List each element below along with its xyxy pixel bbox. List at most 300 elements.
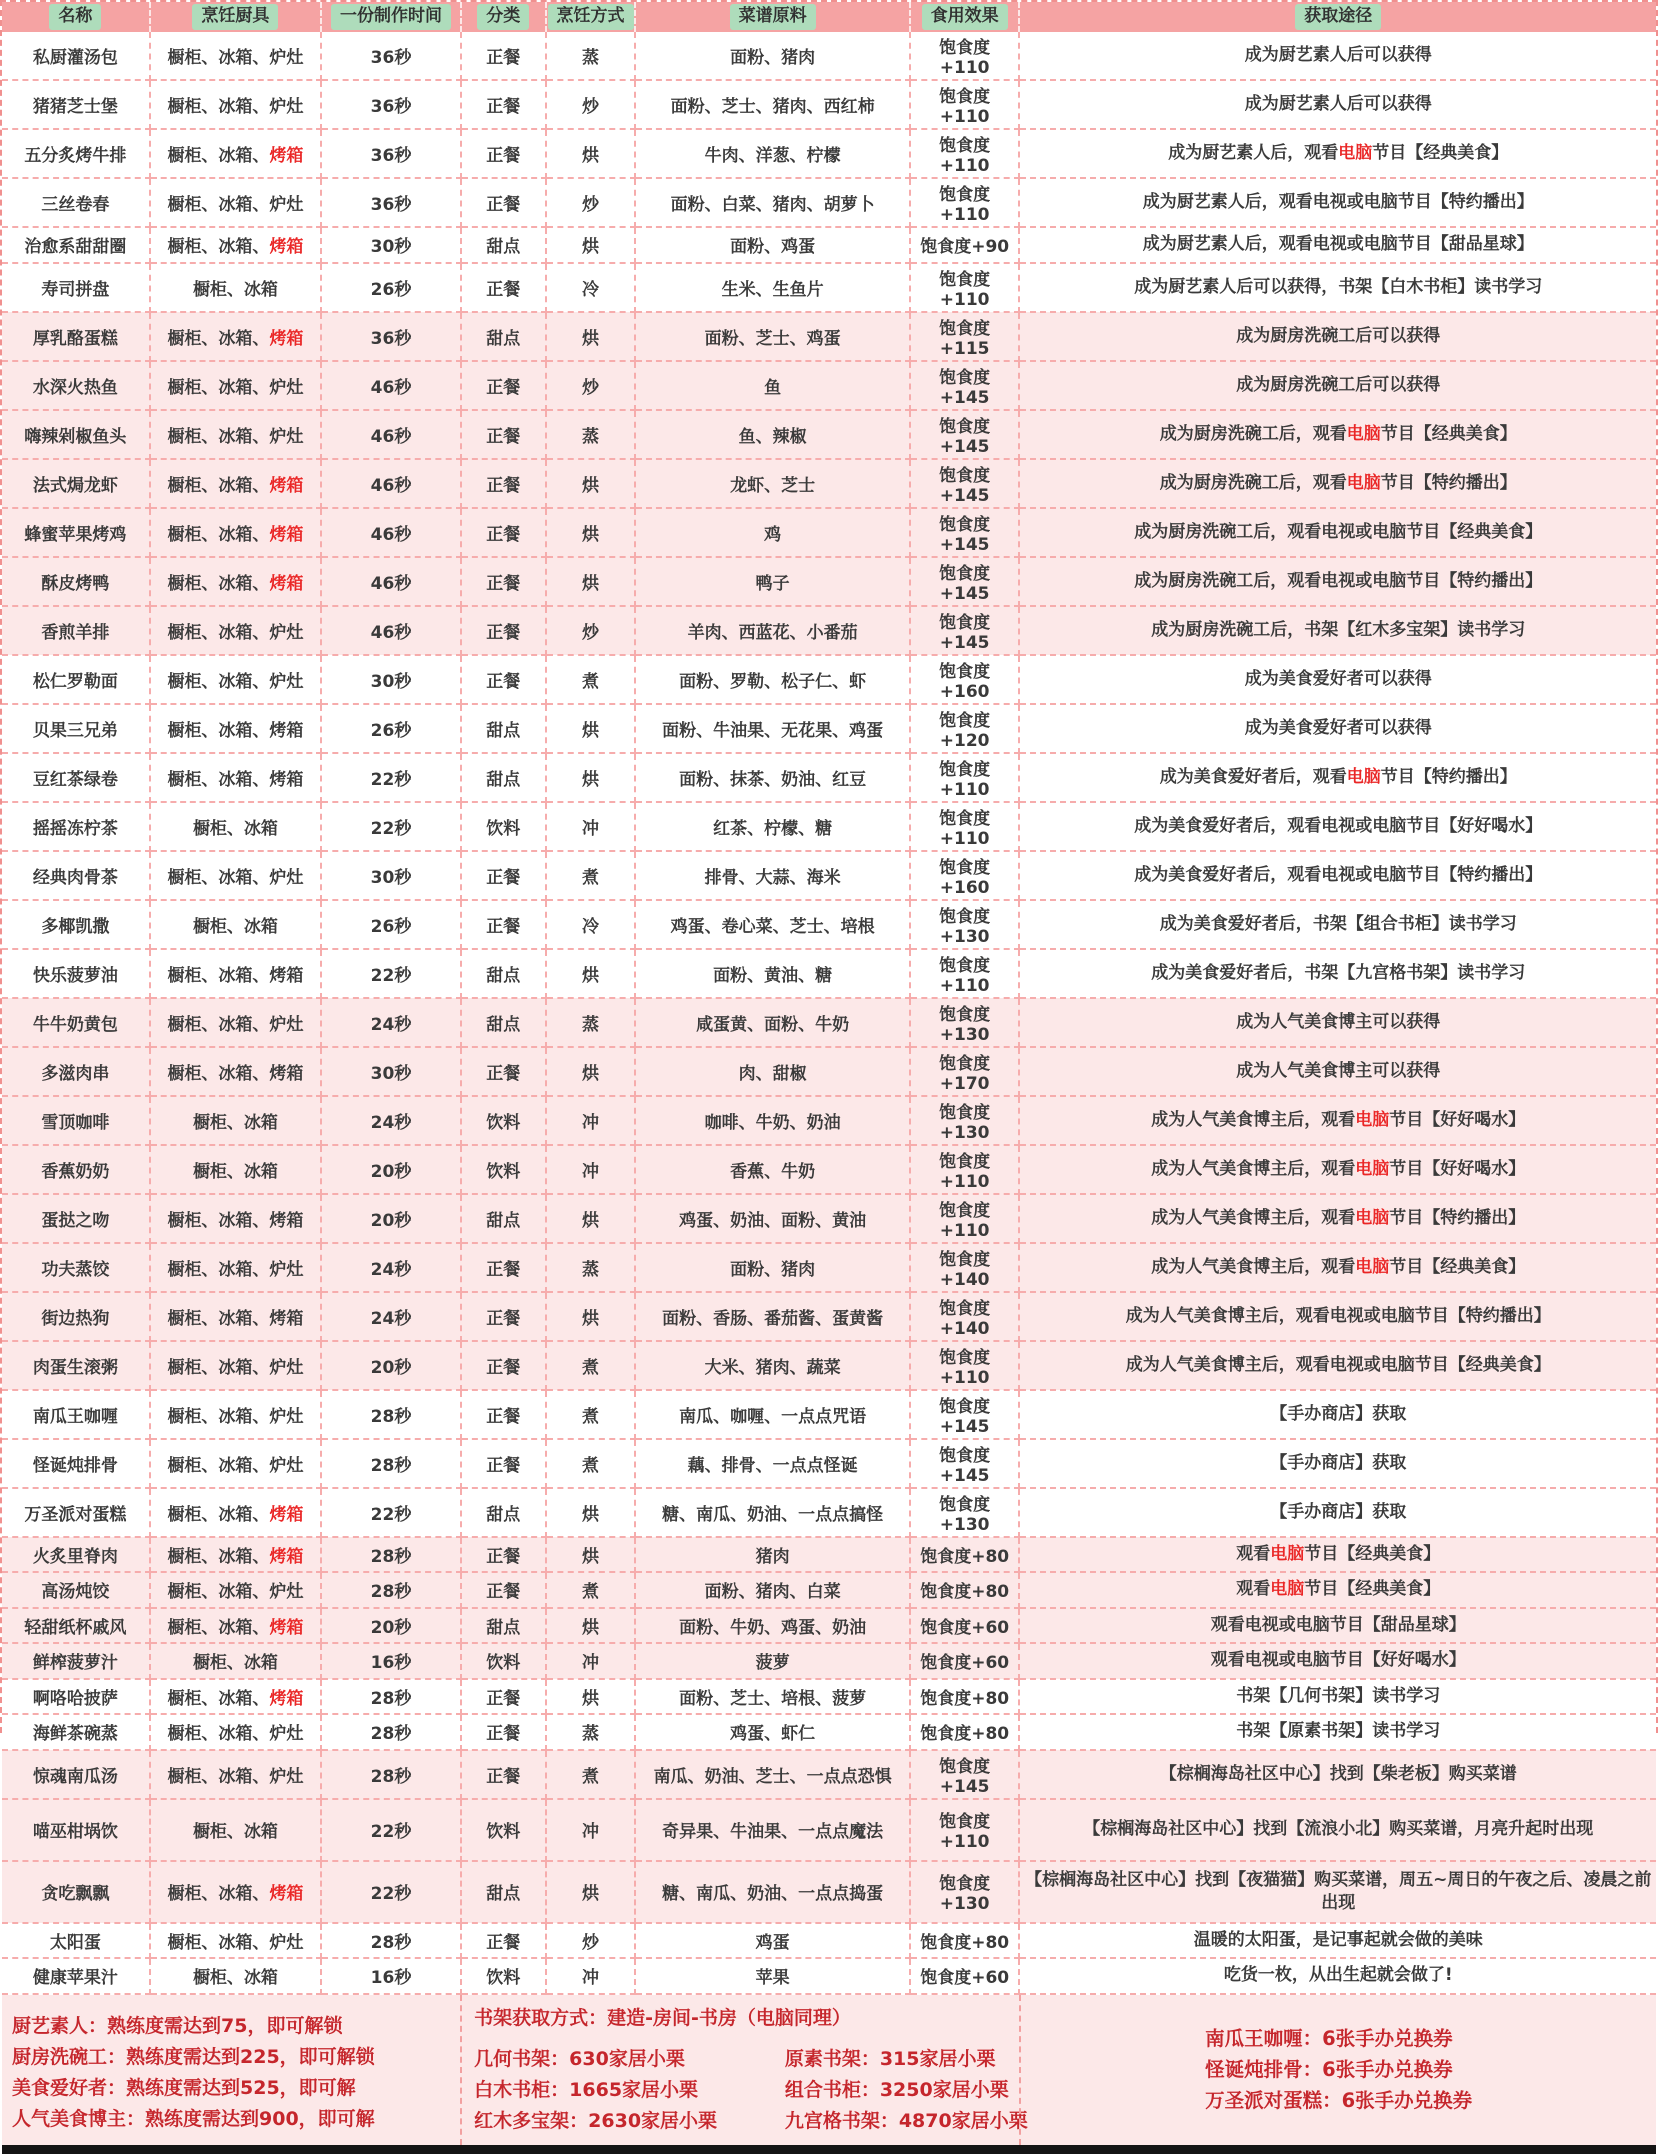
- cell-category: 甜点: [461, 1861, 546, 1923]
- cell-time: 24秒: [321, 1243, 461, 1292]
- cell-equipment: 橱柜、冰箱、烤箱: [150, 1608, 322, 1644]
- cell-time: 28秒: [321, 1714, 461, 1750]
- cell-time: 20秒: [321, 1608, 461, 1644]
- accent-red-text: 烤箱: [269, 328, 304, 349]
- cell-ingredients: 藕、排骨、一点点怪诞: [635, 1439, 909, 1488]
- cell-effect: 饱食度+145: [910, 1390, 1020, 1439]
- cell-acquisition: 成为厨房洗碗工后，观看电脑节目【特约播出】: [1019, 459, 1656, 508]
- table-row: [2, 80, 1656, 129]
- cell-equipment: 橱柜、冰箱: [150, 1799, 322, 1861]
- cell-dish-name: 松仁罗勒面: [2, 655, 150, 704]
- cell-method: 冲: [546, 1096, 636, 1145]
- bookshelf-price-col2: [784, 2044, 1028, 2137]
- cell-method: 冲: [546, 1145, 636, 1194]
- cell-time: 46秒: [321, 557, 461, 606]
- cell-dish-name: 蛋挞之吻: [2, 1194, 150, 1243]
- table-row: [2, 129, 1656, 178]
- table-row: [2, 557, 1656, 606]
- cell-dish-name: 怪诞炖排骨: [2, 1439, 150, 1488]
- cell-method: 煮: [546, 655, 636, 704]
- cell-dish-name: 快乐菠萝油: [2, 949, 150, 998]
- cell-equipment: 橱柜、冰箱、炉灶: [150, 1572, 322, 1608]
- cell-effect: 饱食度+120: [910, 704, 1020, 753]
- cell-method: 煮: [546, 1390, 636, 1439]
- cell-dish-name: 多椰凯撒: [2, 900, 150, 949]
- cell-effect: 饱食度+90: [910, 227, 1020, 263]
- figure-shop-line: 万圣派对蛋糕：6张手办兑换券: [1205, 2089, 1473, 2112]
- cell-category: 正餐: [461, 900, 546, 949]
- accent-red-text: 电脑: [1355, 1109, 1390, 1130]
- cell-dish-name: 寿司拼盘: [2, 263, 150, 312]
- cell-dish-name: 健康苹果汁: [2, 1958, 150, 1994]
- cell-method: 煮: [546, 851, 636, 900]
- cell-acquisition: 成为人气美食博主后，观看电脑节目【特约播出】: [1019, 1194, 1656, 1243]
- col-header-ingredients: [635, 2, 909, 32]
- cell-method: 冲: [546, 1643, 636, 1679]
- cell-effect: 饱食度+140: [910, 1292, 1020, 1341]
- cell-time: 22秒: [321, 949, 461, 998]
- cell-effect: 饱食度+110: [910, 32, 1020, 80]
- cell-acquisition: 观看电脑节目【经典美食】: [1019, 1572, 1656, 1608]
- cell-acquisition: 观看电视或电脑节目【甜品星球】: [1019, 1608, 1656, 1644]
- cell-dish-name: 雪顶咖啡: [2, 1096, 150, 1145]
- cell-method: 蒸: [546, 998, 636, 1047]
- cell-effect: 饱食度+60: [910, 1643, 1020, 1679]
- cell-dish-name: 功夫蒸饺: [2, 1243, 150, 1292]
- cell-category: 饮料: [461, 1096, 546, 1145]
- cell-effect: 饱食度+145: [910, 459, 1020, 508]
- cell-effect: 饱食度+110: [910, 1799, 1020, 1861]
- cell-equipment: 橱柜、冰箱、炉灶: [150, 410, 322, 459]
- cell-category: 饮料: [461, 1958, 546, 1994]
- cell-category: 正餐: [461, 361, 546, 410]
- cell-ingredients: 猪肉: [635, 1537, 909, 1573]
- cell-ingredients: 鱼: [635, 361, 909, 410]
- cell-method: 烘: [546, 1047, 636, 1096]
- cell-effect: 饱食度+145: [910, 557, 1020, 606]
- cell-equipment: 橱柜、冰箱: [150, 1958, 322, 1994]
- cell-equipment: 橱柜、冰箱: [150, 1145, 322, 1194]
- figure-shop-line: 南瓜王咖喱：6张手办兑换券: [1205, 2027, 1453, 2050]
- table-row: [2, 1861, 1656, 1923]
- cell-dish-name: 惊魂南瓜汤: [2, 1750, 150, 1799]
- cell-acquisition: 成为人气美食博主后，观看电脑节目【经典美食】: [1019, 1243, 1656, 1292]
- bookshelf-price-line: 组合书柜：3250家居小栗: [784, 2078, 1009, 2101]
- table-row: [2, 227, 1656, 263]
- cell-effect: 饱食度+130: [910, 1861, 1020, 1923]
- cell-ingredients: 香蕉、牛奶: [635, 1145, 909, 1194]
- cell-category: 甜点: [461, 227, 546, 263]
- cell-acquisition: 观看电视或电脑节目【好好喝水】: [1019, 1643, 1656, 1679]
- cell-acquisition: 【手办商店】获取: [1019, 1488, 1656, 1537]
- cell-category: 饮料: [461, 1799, 546, 1861]
- accent-red-text: 烤箱: [269, 237, 304, 258]
- cell-effect: 饱食度+110: [910, 949, 1020, 998]
- cell-equipment: 橱柜、冰箱、烤箱: [150, 753, 322, 802]
- cell-equipment: 橱柜、冰箱、炉灶: [150, 1390, 322, 1439]
- cell-equipment: 橱柜、冰箱、炉灶: [150, 1923, 322, 1959]
- cell-method: 煮: [546, 1439, 636, 1488]
- cell-time: 46秒: [321, 361, 461, 410]
- cell-dish-name: 法式焗龙虾: [2, 459, 150, 508]
- cell-dish-name: 三丝卷春: [2, 178, 150, 227]
- cell-category: 正餐: [461, 557, 546, 606]
- cell-dish-name: 海鲜茶碗蒸: [2, 1714, 150, 1750]
- cell-time: 22秒: [321, 802, 461, 851]
- cell-ingredients: 肉、甜椒: [635, 1047, 909, 1096]
- cell-ingredients: 面粉、罗勒、松子仁、虾: [635, 655, 909, 704]
- cell-category: 正餐: [461, 1243, 546, 1292]
- cell-time: 30秒: [321, 227, 461, 263]
- table-row: [2, 1537, 1656, 1573]
- bookshelf-price-line: 红木多宝架：2630家居小栗: [474, 2109, 718, 2132]
- cell-time: 24秒: [321, 1096, 461, 1145]
- col-header-time: [321, 2, 461, 32]
- cell-equipment: 橱柜、冰箱、炉灶: [150, 1439, 322, 1488]
- cell-method: 炒: [546, 178, 636, 227]
- cell-ingredients: 面粉、牛油果、无花果、鸡蛋: [635, 704, 909, 753]
- cell-effect: 饱食度+140: [910, 1243, 1020, 1292]
- cell-category: 正餐: [461, 851, 546, 900]
- table-body: [2, 32, 1656, 1994]
- cell-dish-name: 贪吃飘飘: [2, 1861, 150, 1923]
- cell-time: 16秒: [321, 1643, 461, 1679]
- cell-ingredients: 面粉、芝士、培根、菠萝: [635, 1679, 909, 1715]
- cell-acquisition: 成为人气美食博主可以获得: [1019, 998, 1656, 1047]
- cell-category: 正餐: [461, 606, 546, 655]
- cell-time: 26秒: [321, 263, 461, 312]
- table-row: [2, 753, 1656, 802]
- cell-dish-name: 酥皮烤鸭: [2, 557, 150, 606]
- cell-method: 烘: [546, 1488, 636, 1537]
- accent-red-text: 电脑: [1338, 143, 1373, 164]
- cell-time: 28秒: [321, 1679, 461, 1715]
- bookshelf-price-line: 白木书柜：1665家居小栗: [474, 2078, 699, 2101]
- cell-acquisition: 成为厨房洗碗工后，书架【红木多宝架】读书学习: [1019, 606, 1656, 655]
- cell-equipment: 橱柜、冰箱、烤箱: [150, 312, 322, 361]
- cell-ingredients: 鸡: [635, 508, 909, 557]
- cell-dish-name: 多滋肉串: [2, 1047, 150, 1096]
- cell-ingredients: 南瓜、奶油、芝士、一点点恐惧: [635, 1750, 909, 1799]
- cell-method: 煮: [546, 1341, 636, 1390]
- cell-method: 冲: [546, 1799, 636, 1861]
- cell-acquisition: 成为美食爱好者可以获得: [1019, 704, 1656, 753]
- cell-acquisition: 成为美食爱好者后，观看电视或电脑节目【特约播出】: [1019, 851, 1656, 900]
- cell-acquisition: 成为美食爱好者后，观看电视或电脑节目【好好喝水】: [1019, 802, 1656, 851]
- cell-ingredients: 鸡蛋、卷心菜、芝士、培根: [635, 900, 909, 949]
- cell-method: 炒: [546, 361, 636, 410]
- cell-ingredients: 鸡蛋: [635, 1923, 909, 1959]
- table-row: [2, 459, 1656, 508]
- cell-method: 烘: [546, 1608, 636, 1644]
- cell-ingredients: 龙虾、芝士: [635, 459, 909, 508]
- table-row: [2, 900, 1656, 949]
- accent-red-text: 电脑: [1355, 1158, 1390, 1179]
- cell-time: 28秒: [321, 1923, 461, 1959]
- bookshelf-price-line: 原素书架：315家居小栗: [784, 2047, 996, 2070]
- table-row: [2, 1439, 1656, 1488]
- cell-method: 冲: [546, 1958, 636, 1994]
- cell-method: 蒸: [546, 1243, 636, 1292]
- cell-method: 烘: [546, 1537, 636, 1573]
- col-header-category: [461, 2, 546, 32]
- cell-category: 甜点: [461, 949, 546, 998]
- cell-acquisition: 书架【原素书架】读书学习: [1019, 1714, 1656, 1750]
- cell-time: 36秒: [321, 312, 461, 361]
- cell-category: 甜点: [461, 998, 546, 1047]
- cell-equipment: 橱柜、冰箱、炉灶: [150, 1750, 322, 1799]
- table-row: [2, 998, 1656, 1047]
- cell-ingredients: 鸭子: [635, 557, 909, 606]
- cell-effect: 饱食度+145: [910, 410, 1020, 459]
- cell-dish-name: 鲜榨菠萝汁: [2, 1643, 150, 1679]
- cell-equipment: 橱柜、冰箱、炉灶: [150, 178, 322, 227]
- cell-category: 正餐: [461, 655, 546, 704]
- cell-acquisition: 成为厨艺素人后，观看电视或电脑节目【甜品星球】: [1019, 227, 1656, 263]
- cell-time: 30秒: [321, 655, 461, 704]
- col-header-acquisition: [1019, 2, 1656, 32]
- cell-dish-name: 火炙里脊肉: [2, 1537, 150, 1573]
- cell-category: 饮料: [461, 1145, 546, 1194]
- cell-time: 28秒: [321, 1439, 461, 1488]
- bookshelf-price-line: 几何书架：630家居小栗: [474, 2047, 685, 2070]
- bookshelf-heading: 书架获取方式：建造-房间-书房（电脑同理）: [474, 2006, 851, 2029]
- recipe-table: [2, 2, 1656, 1995]
- table-row: [2, 802, 1656, 851]
- cell-acquisition: 成为厨艺素人后可以获得，书架【白木书柜】读书学习: [1019, 263, 1656, 312]
- cell-category: 正餐: [461, 80, 546, 129]
- cell-time: 24秒: [321, 998, 461, 1047]
- cell-equipment: 橱柜、冰箱、烤箱: [150, 459, 322, 508]
- rank-note-line: 厨艺素人：熟练度需达到75，即可解锁: [12, 2014, 343, 2037]
- cell-equipment: 橱柜、冰箱、烤箱: [150, 129, 322, 178]
- accent-red-text: 烤箱: [269, 1688, 304, 1709]
- rank-note-line: 厨房洗碗工：熟练度需达到225，即可解锁: [12, 2045, 375, 2068]
- cell-equipment: 橱柜、冰箱、烤箱: [150, 1194, 322, 1243]
- col-header-name: [2, 2, 150, 32]
- cell-effect: 饱食度+110: [910, 1194, 1020, 1243]
- cell-effect: 饱食度+145: [910, 606, 1020, 655]
- bookshelf-price-line: 九宫格书架：4870家居小栗: [784, 2109, 1028, 2132]
- cell-time: 28秒: [321, 1537, 461, 1573]
- cell-category: 饮料: [461, 802, 546, 851]
- cell-acquisition: 成为人气美食博主后，观看电脑节目【好好喝水】: [1019, 1096, 1656, 1145]
- cell-acquisition: 成为人气美食博主后，观看电脑节目【好好喝水】: [1019, 1145, 1656, 1194]
- cell-category: 正餐: [461, 410, 546, 459]
- cell-dish-name: 高汤炖饺: [2, 1572, 150, 1608]
- cell-method: 冷: [546, 263, 636, 312]
- cell-acquisition: 【手办商店】获取: [1019, 1439, 1656, 1488]
- cell-equipment: 橱柜、冰箱、烤箱: [150, 508, 322, 557]
- cell-equipment: 橱柜、冰箱: [150, 802, 322, 851]
- cell-method: 煮: [546, 1572, 636, 1608]
- table-row: [2, 1341, 1656, 1390]
- table-row: [2, 178, 1656, 227]
- bottom-black-bar: [2, 2145, 1656, 2154]
- cell-method: 烘: [546, 1861, 636, 1923]
- cell-method: 炒: [546, 606, 636, 655]
- table-row: [2, 1488, 1656, 1537]
- cell-effect: 饱食度+160: [910, 655, 1020, 704]
- cell-ingredients: 面粉、猪肉: [635, 1243, 909, 1292]
- cell-ingredients: 鱼、辣椒: [635, 410, 909, 459]
- cell-acquisition: 成为人气美食博主可以获得: [1019, 1047, 1656, 1096]
- cell-category: 正餐: [461, 1714, 546, 1750]
- accent-red-text: 烤箱: [269, 1546, 304, 1567]
- cell-acquisition: 成为厨艺素人后可以获得: [1019, 32, 1656, 80]
- cell-effect: 饱食度+80: [910, 1537, 1020, 1573]
- cell-effect: 饱食度+110: [910, 753, 1020, 802]
- table-row: [2, 263, 1656, 312]
- table-row: [2, 1799, 1656, 1861]
- cell-acquisition: 成为美食爱好者后，书架【九宫格书架】读书学习: [1019, 949, 1656, 998]
- cell-effect: 饱食度+80: [910, 1572, 1020, 1608]
- cell-time: 22秒: [321, 1799, 461, 1861]
- accent-red-text: 烤箱: [269, 524, 304, 545]
- cell-equipment: 橱柜、冰箱、炉灶: [150, 606, 322, 655]
- cell-acquisition: 温暖的太阳蛋，是记事起就会做的美味: [1019, 1923, 1656, 1959]
- cell-effect: 饱食度+110: [910, 178, 1020, 227]
- cell-ingredients: 红茶、柠檬、糖: [635, 802, 909, 851]
- cell-equipment: 橱柜、冰箱、炉灶: [150, 998, 322, 1047]
- cell-ingredients: 羊肉、西蓝花、小番茄: [635, 606, 909, 655]
- accent-red-text: 电脑: [1346, 766, 1381, 787]
- header-badge-ingredients: 菜谱原料: [730, 4, 816, 29]
- cell-effect: 饱食度+110: [910, 802, 1020, 851]
- accent-red-text: 烤箱: [269, 1884, 304, 1904]
- cell-equipment: 橱柜、冰箱: [150, 263, 322, 312]
- cell-time: 22秒: [321, 753, 461, 802]
- cell-time: 24秒: [321, 1292, 461, 1341]
- cell-ingredients: 咖啡、牛奶、奶油: [635, 1096, 909, 1145]
- cell-time: 36秒: [321, 32, 461, 80]
- cell-category: 正餐: [461, 32, 546, 80]
- table-row: [2, 1923, 1656, 1959]
- cell-acquisition: 成为厨房洗碗工后可以获得: [1019, 312, 1656, 361]
- cell-category: 甜点: [461, 1608, 546, 1644]
- figure-shop-notes: [1019, 1995, 1656, 2145]
- cell-category: 正餐: [461, 1341, 546, 1390]
- cell-ingredients: 咸蛋黄、面粉、牛奶: [635, 998, 909, 1047]
- table-row: [2, 1958, 1656, 1994]
- cell-dish-name: 轻甜纸杯戚风: [2, 1608, 150, 1644]
- cell-ingredients: 南瓜、咖喱、一点点咒语: [635, 1390, 909, 1439]
- cell-ingredients: 面粉、芝士、鸡蛋: [635, 312, 909, 361]
- cell-ingredients: 面粉、芝士、猪肉、西红柿: [635, 80, 909, 129]
- table-row: [2, 361, 1656, 410]
- cell-ingredients: 面粉、白菜、猪肉、胡萝卜: [635, 178, 909, 227]
- header-badge-effect: 食用效果: [922, 4, 1008, 29]
- cell-dish-name: 南瓜王咖喱: [2, 1390, 150, 1439]
- accent-red-text: 烤箱: [269, 1617, 304, 1638]
- cell-category: 正餐: [461, 1923, 546, 1959]
- cell-equipment: 橱柜、冰箱、炉灶: [150, 361, 322, 410]
- cell-method: 烘: [546, 949, 636, 998]
- header-row: [2, 2, 1656, 32]
- table-row: [2, 1243, 1656, 1292]
- table-row: [2, 851, 1656, 900]
- cell-effect: 饱食度+130: [910, 1488, 1020, 1537]
- cell-category: 正餐: [461, 178, 546, 227]
- cell-dish-name: 肉蛋生滚粥: [2, 1341, 150, 1390]
- cell-acquisition: 成为人气美食博主后，观看电视或电脑节目【特约播出】: [1019, 1292, 1656, 1341]
- cell-effect: 饱食度+80: [910, 1923, 1020, 1959]
- cell-equipment: 橱柜、冰箱、炉灶: [150, 1243, 322, 1292]
- cell-equipment: 橱柜、冰箱、炉灶: [150, 655, 322, 704]
- cell-method: 烘: [546, 557, 636, 606]
- cell-ingredients: 排骨、大蒜、海米: [635, 851, 909, 900]
- accent-red-text: 烤箱: [269, 1504, 304, 1525]
- cell-method: 炒: [546, 80, 636, 129]
- cell-effect: 饱食度+130: [910, 998, 1020, 1047]
- cell-equipment: 橱柜、冰箱、烤箱: [150, 227, 322, 263]
- cell-equipment: 橱柜、冰箱: [150, 900, 322, 949]
- cell-time: 20秒: [321, 1145, 461, 1194]
- cell-equipment: 橱柜、冰箱、炉灶: [150, 32, 322, 80]
- cell-dish-name: 香煎羊排: [2, 606, 150, 655]
- cell-time: 36秒: [321, 80, 461, 129]
- cell-acquisition: 【棕榈海岛社区中心】找到【柴老板】购买菜谱: [1019, 1750, 1656, 1799]
- table-row: [2, 410, 1656, 459]
- cell-effect: 饱食度+130: [910, 900, 1020, 949]
- cell-ingredients: 鸡蛋、奶油、面粉、黄油: [635, 1194, 909, 1243]
- cell-category: 正餐: [461, 1572, 546, 1608]
- cell-time: 30秒: [321, 851, 461, 900]
- accent-red-text: 电脑: [1270, 1579, 1305, 1600]
- cell-acquisition: 成为厨艺素人后，观看电视或电脑节目【特约播出】: [1019, 178, 1656, 227]
- cell-method: 烘: [546, 227, 636, 263]
- cell-method: 炒: [546, 1923, 636, 1959]
- table-row: [2, 32, 1656, 80]
- accent-red-text: 电脑: [1346, 423, 1381, 444]
- table-row: [2, 1145, 1656, 1194]
- cell-effect: 饱食度+115: [910, 312, 1020, 361]
- col-header-method: [546, 2, 636, 32]
- cell-effect: 饱食度+110: [910, 129, 1020, 178]
- cell-category: 甜点: [461, 704, 546, 753]
- cell-dish-name: 啊咯哈披萨: [2, 1679, 150, 1715]
- table-row: [2, 1572, 1656, 1608]
- rank-note-line: 人气美食博主：熟练度需达到900，即可解: [12, 2107, 375, 2130]
- cell-method: 冲: [546, 802, 636, 851]
- cell-category: 正餐: [461, 129, 546, 178]
- cell-category: 正餐: [461, 1537, 546, 1573]
- cell-effect: 饱食度+160: [910, 851, 1020, 900]
- cell-effect: 饱食度+170: [910, 1047, 1020, 1096]
- accent-red-text: 电脑: [1355, 1256, 1390, 1277]
- cell-ingredients: 面粉、猪肉、白菜: [635, 1572, 909, 1608]
- cell-effect: 饱食度+60: [910, 1608, 1020, 1644]
- header-badge-time: 一份制作时间: [331, 4, 451, 29]
- bookshelf-notes: [460, 1995, 1028, 2145]
- cell-time: 20秒: [321, 1341, 461, 1390]
- cell-effect: 饱食度+145: [910, 361, 1020, 410]
- table-row: [2, 1714, 1656, 1750]
- cell-ingredients: 面粉、香肠、番茄酱、蛋黄酱: [635, 1292, 909, 1341]
- cell-method: 烘: [546, 312, 636, 361]
- cell-equipment: 橱柜、冰箱、炉灶: [150, 851, 322, 900]
- cell-method: 冷: [546, 900, 636, 949]
- cell-acquisition: 成为美食爱好者后，书架【组合书柜】读书学习: [1019, 900, 1656, 949]
- cell-effect: 饱食度+130: [910, 1096, 1020, 1145]
- cell-category: 正餐: [461, 459, 546, 508]
- cell-acquisition: 成为美食爱好者后，观看电脑节目【特约播出】: [1019, 753, 1656, 802]
- bookshelf-price-col1: [474, 2044, 785, 2137]
- cell-method: 蒸: [546, 1714, 636, 1750]
- accent-red-text: 电脑: [1355, 1207, 1390, 1228]
- cell-dish-name: 经典肉骨茶: [2, 851, 150, 900]
- cell-acquisition: 成为厨房洗碗工后，观看电脑节目【经典美食】: [1019, 410, 1656, 459]
